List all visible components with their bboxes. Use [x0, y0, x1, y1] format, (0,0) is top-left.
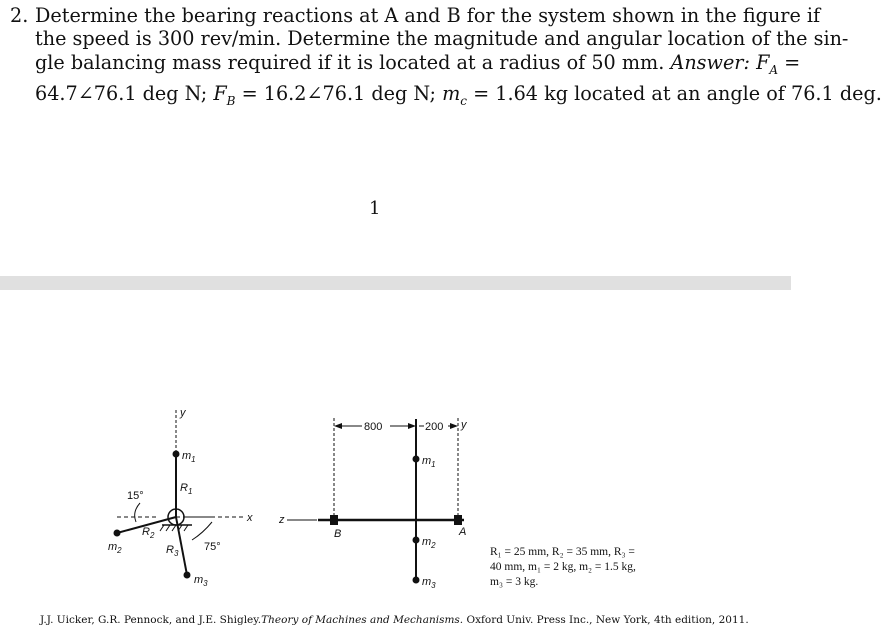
bearing-A — [454, 515, 462, 525]
bearing-A-label: A — [459, 526, 467, 538]
problem-line-3: gle balancing mass required if it is located at a radius of 50 mm. Answer: $F_A$ = — [35, 50, 801, 77]
problem-number: 2. — [10, 4, 29, 27]
bearing-B — [330, 515, 338, 525]
given-line-3: m₃ = 3 kg. — [490, 576, 539, 588]
y-axis-label: y — [180, 407, 186, 419]
dim-arrow-right — [450, 423, 458, 429]
bearing-hatch — [160, 525, 188, 531]
side-m3-label: $m_3$ — [422, 576, 436, 590]
R2-label: $R_2$ — [142, 526, 155, 540]
R3-label: $R_3$ — [166, 544, 179, 558]
z-axis-label: z — [279, 514, 285, 526]
angle-75-label: 75° — [204, 541, 221, 553]
side-m2-label: $m_2$ — [422, 536, 436, 550]
dim-200-label: 200 — [425, 421, 444, 433]
dim-arrow-left — [334, 423, 342, 429]
angle-arc-75 — [192, 522, 212, 540]
R1-label: $R_1$ — [180, 482, 193, 496]
given-values — [490, 545, 636, 590]
answer-label: Answer: — [670, 50, 750, 74]
side-view-labels — [278, 419, 468, 590]
page-divider — [0, 276, 791, 290]
problem-line-2: the speed is 300 rev/min. Determine the magnitude and angular location of the sin- — [35, 27, 849, 51]
side-m1-label: $m_1$ — [422, 455, 436, 469]
bearing-B-label: B — [334, 528, 342, 540]
x-axis-label: x — [247, 512, 253, 524]
m2-dot — [114, 530, 121, 537]
side-m2-dot — [413, 537, 420, 544]
end-view-labels — [108, 407, 253, 588]
problem-line-4: 64.7∠76.1 deg N; $F_B$ = 16.2∠76.1 deg N; $m_c = 1.64$ kg located at an angle of 76.1 deg. — [35, 82, 882, 108]
m3-dot — [184, 572, 191, 579]
given-line-2: 40 mm, m₁ = 2 kg, m₂ = 1.5 kg, — [490, 561, 636, 573]
m2-label: $m_2$ — [108, 541, 122, 555]
dim-arrow-mid — [408, 423, 416, 429]
m3-label: $m_3$ — [194, 574, 208, 588]
side-y-label: y — [461, 419, 467, 431]
angle-15-label: 15° — [127, 490, 144, 502]
problem-line-1: 2. Determine the bearing reactions at A and B for the system shown in the figure if — [10, 4, 821, 27]
side-m1-dot — [413, 456, 420, 463]
page-number: 1 — [369, 198, 381, 219]
dim-800-label: 800 — [364, 421, 383, 433]
problem-statement — [10, 4, 882, 113]
side-view — [318, 418, 467, 584]
angle-arc-15 — [135, 503, 140, 522]
given-line-1: R₁ = 25 mm, R₂ = 35 mm, R₃ = — [490, 546, 635, 558]
m1-label: $m_1$ — [182, 450, 196, 464]
citation: J.J. Uicker, G.R. Pennock, and J.E. Shigley.Theory of Machines and Mechanisms. Oxford Univ. Press Inc., New York, 4th edition, 2011. — [40, 614, 749, 626]
figure — [0, 290, 791, 610]
side-m3-dot — [413, 577, 420, 584]
m1-dot — [173, 451, 180, 458]
